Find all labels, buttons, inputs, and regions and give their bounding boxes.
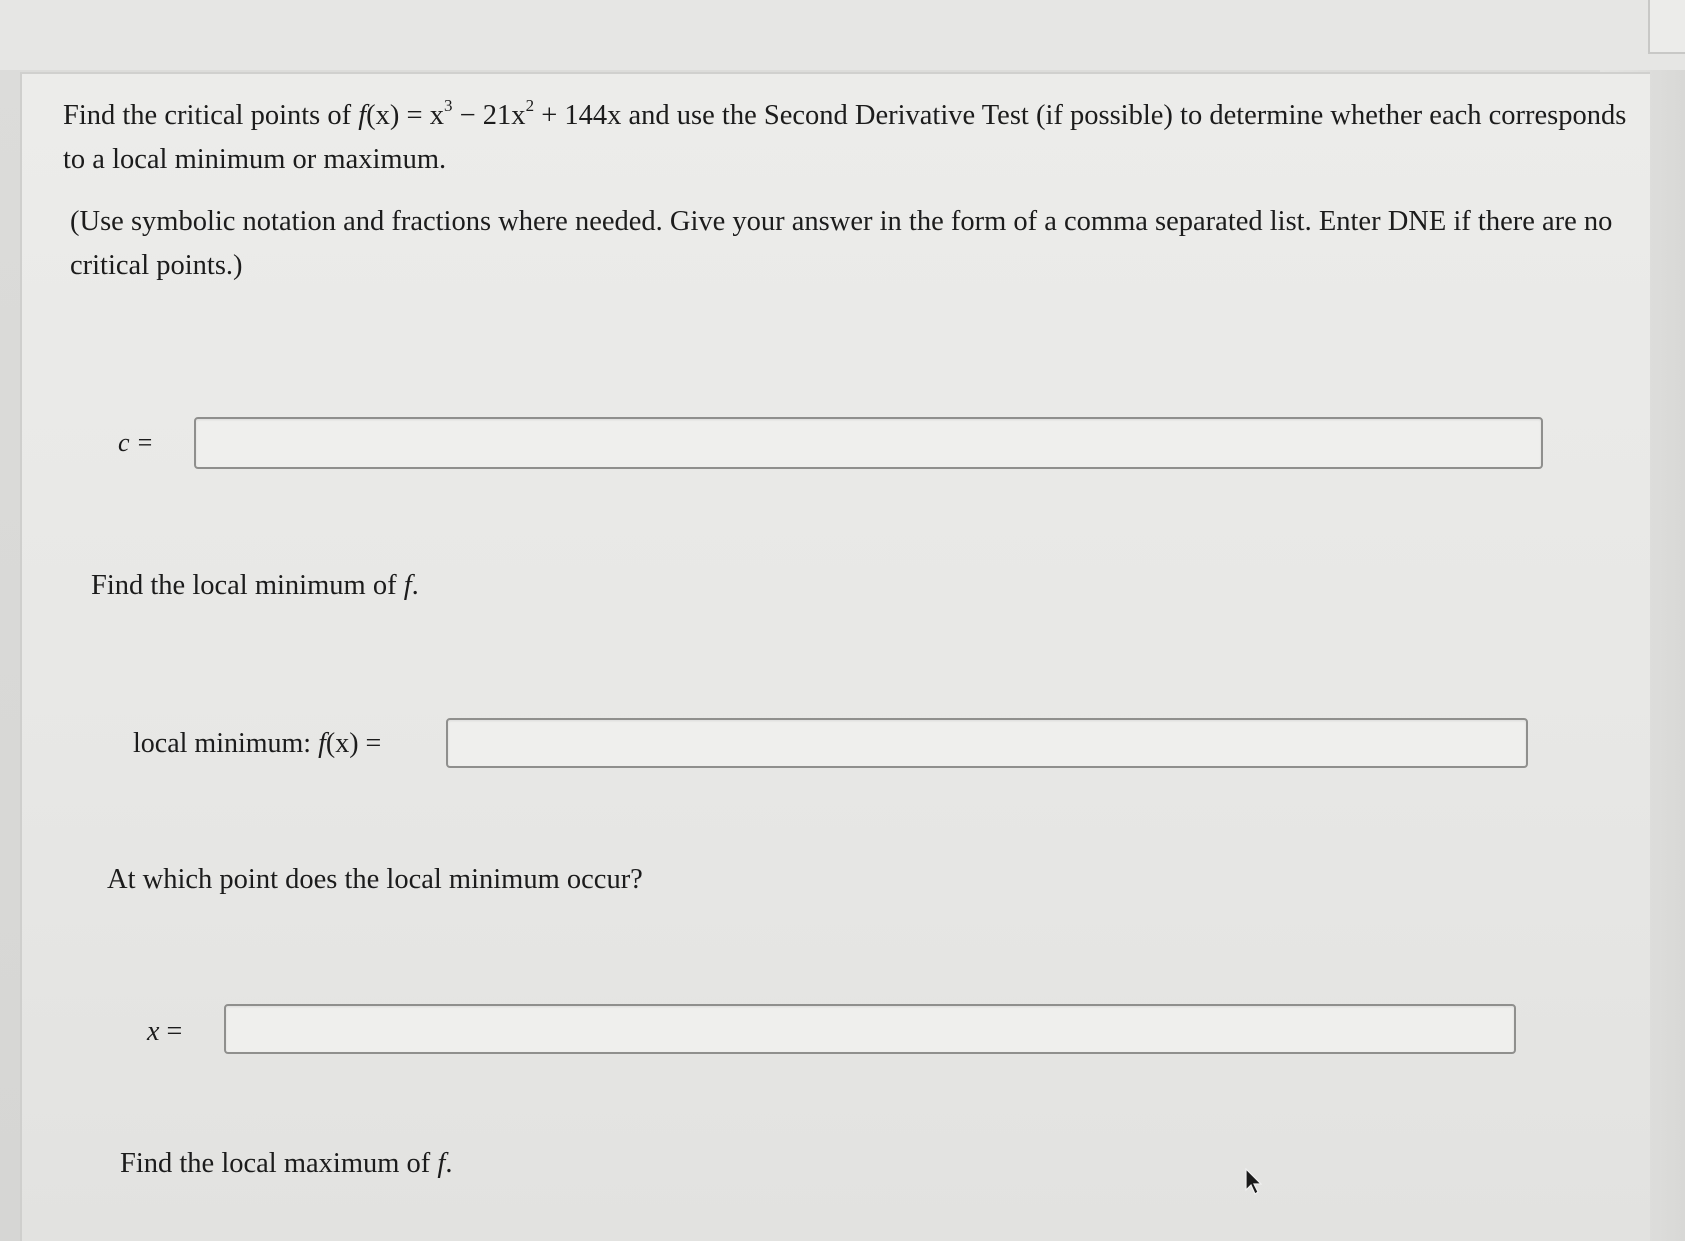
critical-points-label-text: c = [118, 428, 154, 457]
min-location-label-eq: = [159, 1016, 183, 1047]
intro-suffix: and use the Second Derivative Test (if possible) to determine whether each corresponds to a local minimum or maximum. [63, 100, 1627, 175]
critical-points-input[interactable] [194, 417, 1543, 469]
window-tab [1648, 0, 1685, 54]
local-min-label-prefix: local minimum: [133, 728, 319, 759]
local-min-question-end: . [411, 570, 419, 601]
min-location-question: At which point does the local minimum occur? [107, 864, 643, 895]
critical-points-label [118, 428, 154, 458]
problem-instructions: (Use symbolic notation and fractions where needed. Give your answer in the form of a comma separated list. Enter DNE if there are no critical points.) [70, 206, 1613, 281]
problem-statement [63, 94, 1653, 182]
mouse-pointer-icon [1244, 1168, 1262, 1196]
min-location-input[interactable] [224, 1004, 1516, 1054]
local-max-question-text: Find the local maximum of [120, 1148, 438, 1179]
min-location-label [147, 1016, 182, 1048]
local-max-question-end: . [445, 1148, 453, 1179]
function-arg: (x) = x [366, 100, 444, 131]
local-max-question-var: f [437, 1148, 446, 1179]
local-min-question [91, 570, 419, 602]
min-location-label-var: x [147, 1016, 160, 1047]
top-strip [0, 0, 1685, 70]
exponent-2: 2 [525, 96, 535, 115]
exponent-3: 3 [443, 96, 453, 115]
local-min-question-var: f [403, 570, 412, 601]
term-2: − 21x [452, 100, 526, 131]
intro-prefix: Find the critical points of [63, 100, 359, 131]
term-3: + 144x [534, 100, 622, 131]
local-min-label [133, 728, 381, 760]
local-min-label-func: f [318, 728, 326, 759]
local-min-question-text: Find the local minimum of [91, 570, 404, 601]
function-name: f [358, 100, 367, 131]
local-min-input[interactable] [446, 718, 1528, 768]
local-max-question [120, 1148, 452, 1180]
local-min-label-suffix: (x) = [325, 728, 382, 759]
